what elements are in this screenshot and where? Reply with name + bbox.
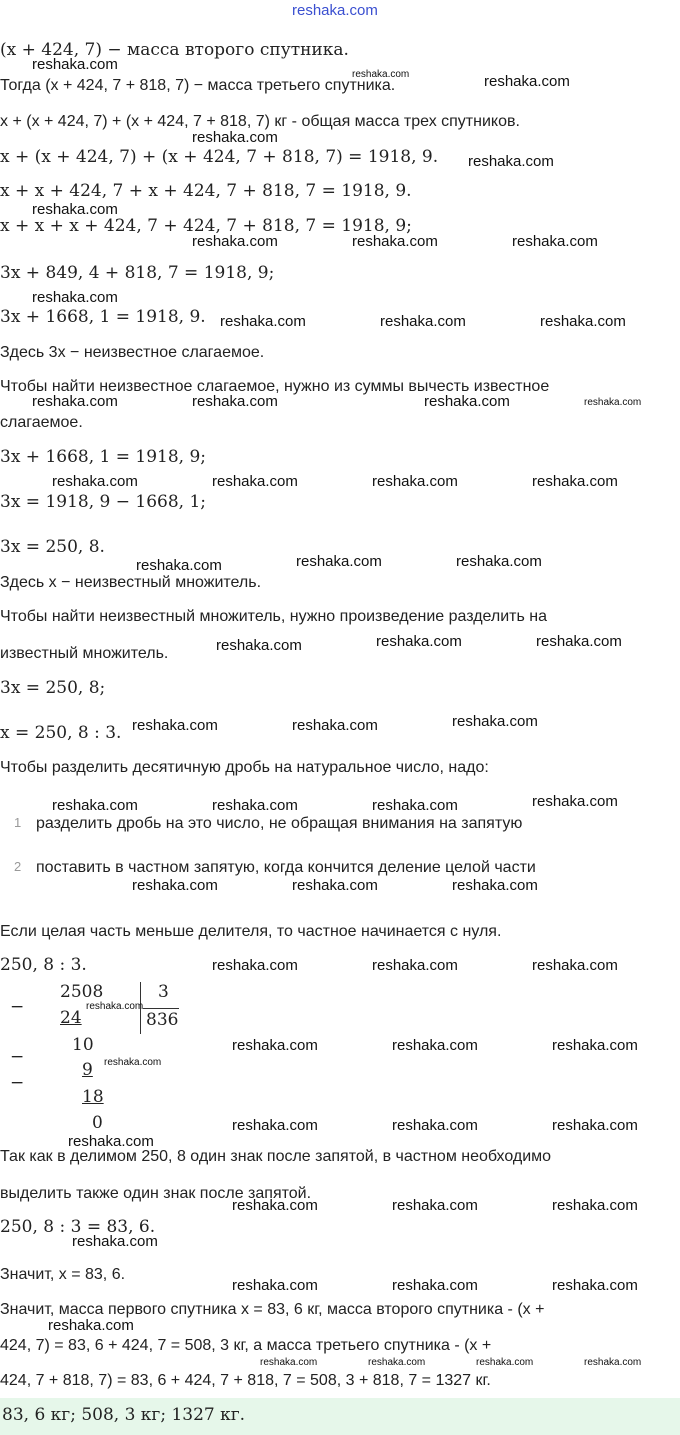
watermark: reshaka.com	[452, 877, 538, 894]
watermark: reshaka.com	[292, 877, 378, 894]
watermark: reshaka.com	[392, 1277, 478, 1294]
watermark: reshaka.com	[212, 957, 298, 974]
text-line: Чтобы найти неизвестный множитель, нужно произведение разделить на	[0, 608, 548, 625]
text-line: 424, 7 + 818, 7) = 83, 6 + 424, 7 + 818, 7 = 508, 3 + 818, 7 = 1327 кг.	[0, 1372, 491, 1389]
step-number: 2	[14, 859, 22, 874]
text-line: x + (x + 424, 7) + (x + 424, 7 + 818, 7) кг - общая масса трех спутников.	[0, 113, 520, 130]
watermark: reshaka.com	[132, 717, 218, 734]
watermark: reshaka.com	[232, 1037, 318, 1054]
watermark: reshaka.com	[352, 69, 410, 80]
watermark: reshaka.com	[232, 1277, 318, 1294]
watermark: reshaka.com	[552, 1197, 638, 1214]
divisor: 3	[158, 982, 169, 1002]
text-line: (x + 424, 7) − масса второго спутника.	[0, 40, 349, 60]
watermark: reshaka.com	[352, 233, 438, 250]
watermark: reshaka.com	[584, 397, 642, 408]
text-line: Тогда (x + 424, 7 + 818, 7) − масса третьего спутника.	[0, 77, 396, 94]
text-line: выделить также один знак после запятой.	[0, 1185, 312, 1202]
site-header-link[interactable]: reshaka.com	[292, 2, 378, 19]
text-line: слагаемое.	[0, 414, 83, 431]
text-line: Так как в делимом 250, 8 один знак после запятой, в частном необходимо	[0, 1148, 552, 1165]
watermark: reshaka.com	[552, 1037, 638, 1054]
watermark: reshaka.com	[72, 1233, 158, 1250]
watermark: reshaka.com	[376, 633, 462, 650]
quotient: 836	[146, 1010, 179, 1030]
text-line: x + (x + 424, 7) + (x + 424, 7 + 818, 7) = 1918, 9.	[0, 147, 439, 167]
watermark: reshaka.com	[452, 713, 538, 730]
watermark: reshaka.com	[368, 1357, 426, 1368]
watermark: reshaka.com	[380, 313, 466, 330]
text-line: Чтобы разделить десятичную дробь на натуральное число, надо:	[0, 759, 489, 776]
text-line: 3x + 849, 4 + 818, 7 = 1918, 9;	[0, 263, 275, 283]
watermark: reshaka.com	[192, 233, 278, 250]
watermark: reshaka.com	[32, 393, 118, 410]
remainder: 10	[72, 1035, 94, 1055]
text-line: известный множитель.	[0, 645, 169, 662]
watermark: reshaka.com	[52, 797, 138, 814]
answer-text: 83, 6 кг; 508, 3 кг; 1327 кг.	[2, 1405, 246, 1425]
text-line: Здесь x − неизвестный множитель.	[0, 574, 262, 591]
text-line: Значит, масса первого спутника x = 83, 6 кг, масса второго спутника - (x +	[0, 1301, 545, 1318]
answer-box	[0, 1398, 680, 1435]
text-line: 3x = 1918, 9 − 1668, 1;	[0, 492, 207, 512]
watermark: reshaka.com	[52, 473, 138, 490]
watermark: reshaka.com	[536, 633, 622, 650]
watermark: reshaka.com	[292, 717, 378, 734]
watermark: reshaka.com	[232, 1197, 318, 1214]
dividend: 2508	[60, 982, 104, 1002]
watermark: reshaka.com	[132, 877, 218, 894]
watermark: reshaka.com	[216, 637, 302, 654]
text-line: Чтобы найти неизвестное слагаемое, нужно из суммы вычесть известное	[0, 378, 550, 395]
watermark: reshaka.com	[424, 393, 510, 410]
text-line: Здесь 3x − неизвестное слагаемое.	[0, 344, 265, 361]
text-line: 3x = 250, 8;	[0, 678, 106, 698]
watermark: reshaka.com	[468, 153, 554, 170]
text-line: Если целая часть меньше делителя, то частное начинается с нуля.	[0, 923, 502, 940]
remainder: 18	[82, 1087, 104, 1107]
text-line: 250, 8 : 3 = 83, 6.	[0, 1217, 156, 1237]
step-number: 1	[14, 815, 22, 830]
watermark: reshaka.com	[68, 1133, 154, 1150]
partial-product: 24	[60, 1008, 82, 1028]
watermark: reshaka.com	[32, 289, 118, 306]
watermark: reshaka.com	[372, 797, 458, 814]
watermark: reshaka.com	[392, 1197, 478, 1214]
minus-sign: −	[10, 1073, 25, 1093]
watermark: reshaka.com	[32, 201, 118, 218]
watermark: reshaka.com	[260, 1357, 318, 1368]
watermark: reshaka.com	[512, 233, 598, 250]
watermark: reshaka.com	[86, 1001, 144, 1012]
watermark: reshaka.com	[532, 957, 618, 974]
quotient-line	[143, 1008, 179, 1009]
watermark: reshaka.com	[552, 1277, 638, 1294]
watermark: reshaka.com	[532, 793, 618, 810]
minus-sign: −	[10, 997, 25, 1017]
watermark: reshaka.com	[392, 1117, 478, 1134]
watermark: reshaka.com	[456, 553, 542, 570]
partial-product: 9	[82, 1060, 93, 1080]
watermark: reshaka.com	[476, 1357, 534, 1368]
watermark: reshaka.com	[232, 1117, 318, 1134]
watermark: reshaka.com	[552, 1117, 638, 1134]
text-line: 3x = 250, 8.	[0, 537, 105, 557]
text-line: 250, 8 : 3.	[0, 955, 87, 975]
text-line: x = 250, 8 : 3.	[0, 723, 122, 743]
watermark: reshaka.com	[532, 473, 618, 490]
watermark: reshaka.com	[584, 1357, 642, 1368]
watermark: reshaka.com	[48, 1317, 134, 1334]
text-line: 3x + 1668, 1 = 1918, 9.	[0, 307, 206, 327]
watermark: reshaka.com	[212, 473, 298, 490]
text-line: 424, 7) = 83, 6 + 424, 7 = 508, 3 кг, а масса третьего спутника - (x +	[0, 1337, 492, 1354]
text-line: Значит, x = 83, 6.	[0, 1266, 126, 1283]
watermark: reshaka.com	[212, 797, 298, 814]
step-text: разделить дробь на это число, не обращая внимания на запятую	[36, 815, 523, 832]
watermark: reshaka.com	[372, 473, 458, 490]
watermark: reshaka.com	[392, 1037, 478, 1054]
watermark: reshaka.com	[192, 393, 278, 410]
watermark: reshaka.com	[296, 553, 382, 570]
remainder-final: 0	[92, 1113, 103, 1133]
text-line: 3x + 1668, 1 = 1918, 9;	[0, 447, 207, 467]
minus-sign: −	[10, 1047, 25, 1067]
watermark: reshaka.com	[32, 56, 118, 73]
step-text: поставить в частном запятую, когда кончится деление целой части	[36, 859, 536, 876]
watermark: reshaka.com	[192, 129, 278, 146]
watermark: reshaka.com	[104, 1057, 162, 1068]
watermark: reshaka.com	[484, 73, 570, 90]
watermark: reshaka.com	[372, 957, 458, 974]
watermark: reshaka.com	[220, 313, 306, 330]
watermark: reshaka.com	[540, 313, 626, 330]
watermark: reshaka.com	[136, 557, 222, 574]
text-line: x + x + 424, 7 + x + 424, 7 + 818, 7 = 1918, 9.	[0, 181, 412, 201]
text-line: x + x + x + 424, 7 + 424, 7 + 818, 7 = 1918, 9;	[0, 216, 412, 236]
